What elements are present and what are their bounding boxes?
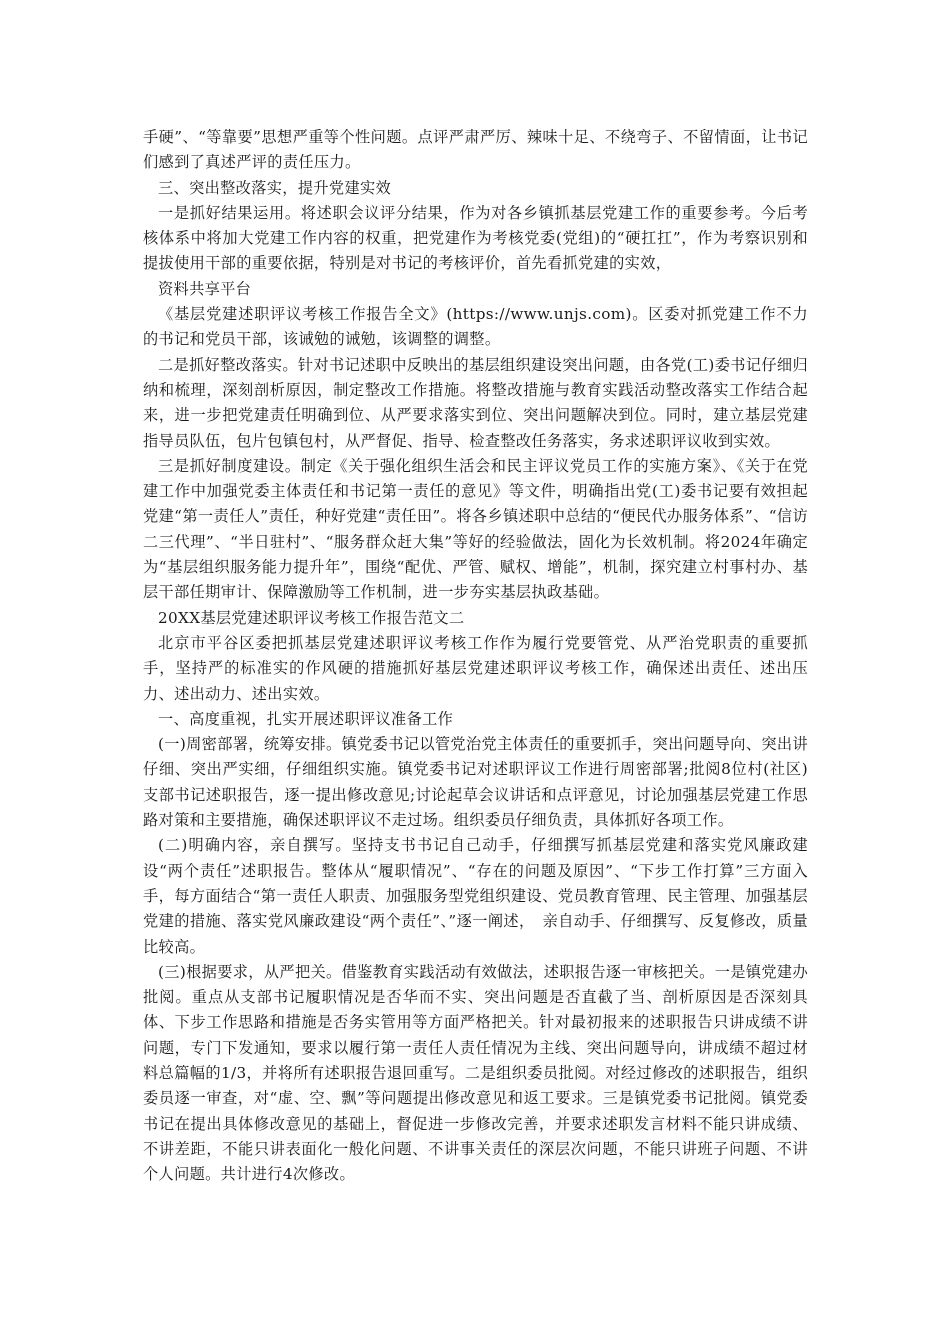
resource-platform-line: 资料共享平台 (158, 279, 252, 298)
paragraph-deployment: (一)周密部署，统筹安排。镇党委书记以管党治党主体责任的重要抓手，突出问题导向、突出讲仔细、突出严实细，仔细组织实施。镇党委书记对述职评议工作进行周密部署;批阅8位村(社区)支部书记述职报告，逐一提出修改意见;讨论起草会议讲话和点评意见，讨论加强基层党建工作思路对策和主要措施，确保述职评议不走过场。组织委员仔细负责，具体抓好各项工作。 (143, 735, 808, 830)
paragraph-result-usage: 一是抓好结果运用。将述职会议评分结果，作为对各乡镇抓基层党建工作的重要参考。今后考核体系中将加大党建工作内容的权重，把党建作为考核党委(党组)的“硬扛扛”，作为考察识别和提拔使用干部的重要依据，特别是对书记的考核评价，首先看抓党建的实效， (143, 203, 808, 273)
paragraph-system-building: 三是抓好制度建设。制定《关于强化组织生活会和民主评议党员工作的实施方案》、《关于在党建工作中加强党委主体责任和书记第一责任的意见》等文件，明确指出党(工)委书记要有效担起党建“第一责任人”责任，种好党建“责任田”。将各乡镇述职中总结的“便民代办服务体系”、“信访二三代理”、“半日驻村”、“服务群众赶大集”等好的经验做法，固化为长效机制。将2024年确定为“基层组织服务能力提升年”，围绕“配优、严管、赋权、增能”，机制，探究建立村事村办、基层干部任期审计、保障激励等工作机制，进一步夯实基层执政基础。 (143, 456, 808, 602)
report-title-2: 20XX基层党建述职评议考核工作报告范文二 (158, 608, 465, 627)
paragraph-continuation: 手硬”、“等靠要”思想严重等个性问题。点评严肃严厉、辣味十足、不绕弯子、不留情面，让书记们感到了真述严评的责任压力。 (143, 128, 808, 172)
section-heading-3: 三、突出整改落实，提升党建实效 (158, 178, 392, 197)
document-page (143, 125, 808, 1187)
paragraph-source-citation: 《基层党建述职评议考核工作报告全文》(https://www.unjs.com)。区委对抓党建工作不力的书记和党员干部，该诫勉的诫勉，该调整的调整。 (143, 305, 808, 349)
paragraph-strict-review: (三)根据要求，从严把关。借鉴教育实践活动有效做法，述职报告逐一审核把关。一是镇党建办批阅。重点从支部书记履职情况是否华而不实、突出问题是否直截了当、剖析原因是否深刻具体、下步工作思路和措施是否务实管用等方面严格把关。针对最初报来的述职报告只讲成绩不讲问题，专门下发通知，要求以履行第一责任人责任情况为主线、突出问题导向，讲成绩不超过材料总篇幅的1/3，并将所有述职报告退回重写。二是组织委员批阅。对经过修改的述职报告，组织委员逐一审查，对“虚、空、飘”等问题提出修改意见和返工要求。三是镇党委书记批阅。镇党委书记在提出具体修改意见的基础上，督促进一步修改完善，并要求述职发言材料不能只讲成绩、不讲差距，不能只讲表面化一般化问题、不讲事关责任的深层次问题，不能只讲班子问题、不讲个人问题。共计进行4次修改。 (143, 962, 808, 1184)
paragraph-content-writing: (二)明确内容，亲自撰写。坚持支书书记自己动手，仔细撰写抓基层党建和落实党风廉政建设“两个责任”述职报告。整体从“履职情况”、“存在的问题及原因”、“下步工作打算”三方面入手，每方面结合“第一责任人职责、加强服务型党组织建设、党员教育管理、民主管理、加强基层党建的措施、落实党风廉政建设“两个责任”、”逐一阐述， 亲自动手、仔细撰写、反复修改，质量比较高。 (143, 836, 808, 956)
section-heading-1: 一、高度重视，扎实开展述职评议准备工作 (158, 709, 454, 728)
paragraph-pinggu-intro: 北京市平谷区委把抓基层党建述职评议考核工作作为履行党要管党、从严治党职责的重要抓手，坚持严的标准实的作风硬的措施抓好基层党建述职评议考核工作，确保述出责任、述出压力、述出动力、述出实效。 (143, 633, 808, 703)
paragraph-rectification: 二是抓好整改落实。针对书记述职中反映出的基层组织建设突出问题，由各党(工)委书记仔细归纳和梳理，深刻剖析原因，制定整改工作措施。将整改措施与教育实践活动整改落实工作结合起来，进一步把党建责任明确到位、从严要求落实到位、突出问题解决到位。同时，建立基层党建指导员队伍，包片包镇包村，从严督促、指导、检查整改任务落实，务求述职评议收到实效。 (143, 355, 808, 450)
